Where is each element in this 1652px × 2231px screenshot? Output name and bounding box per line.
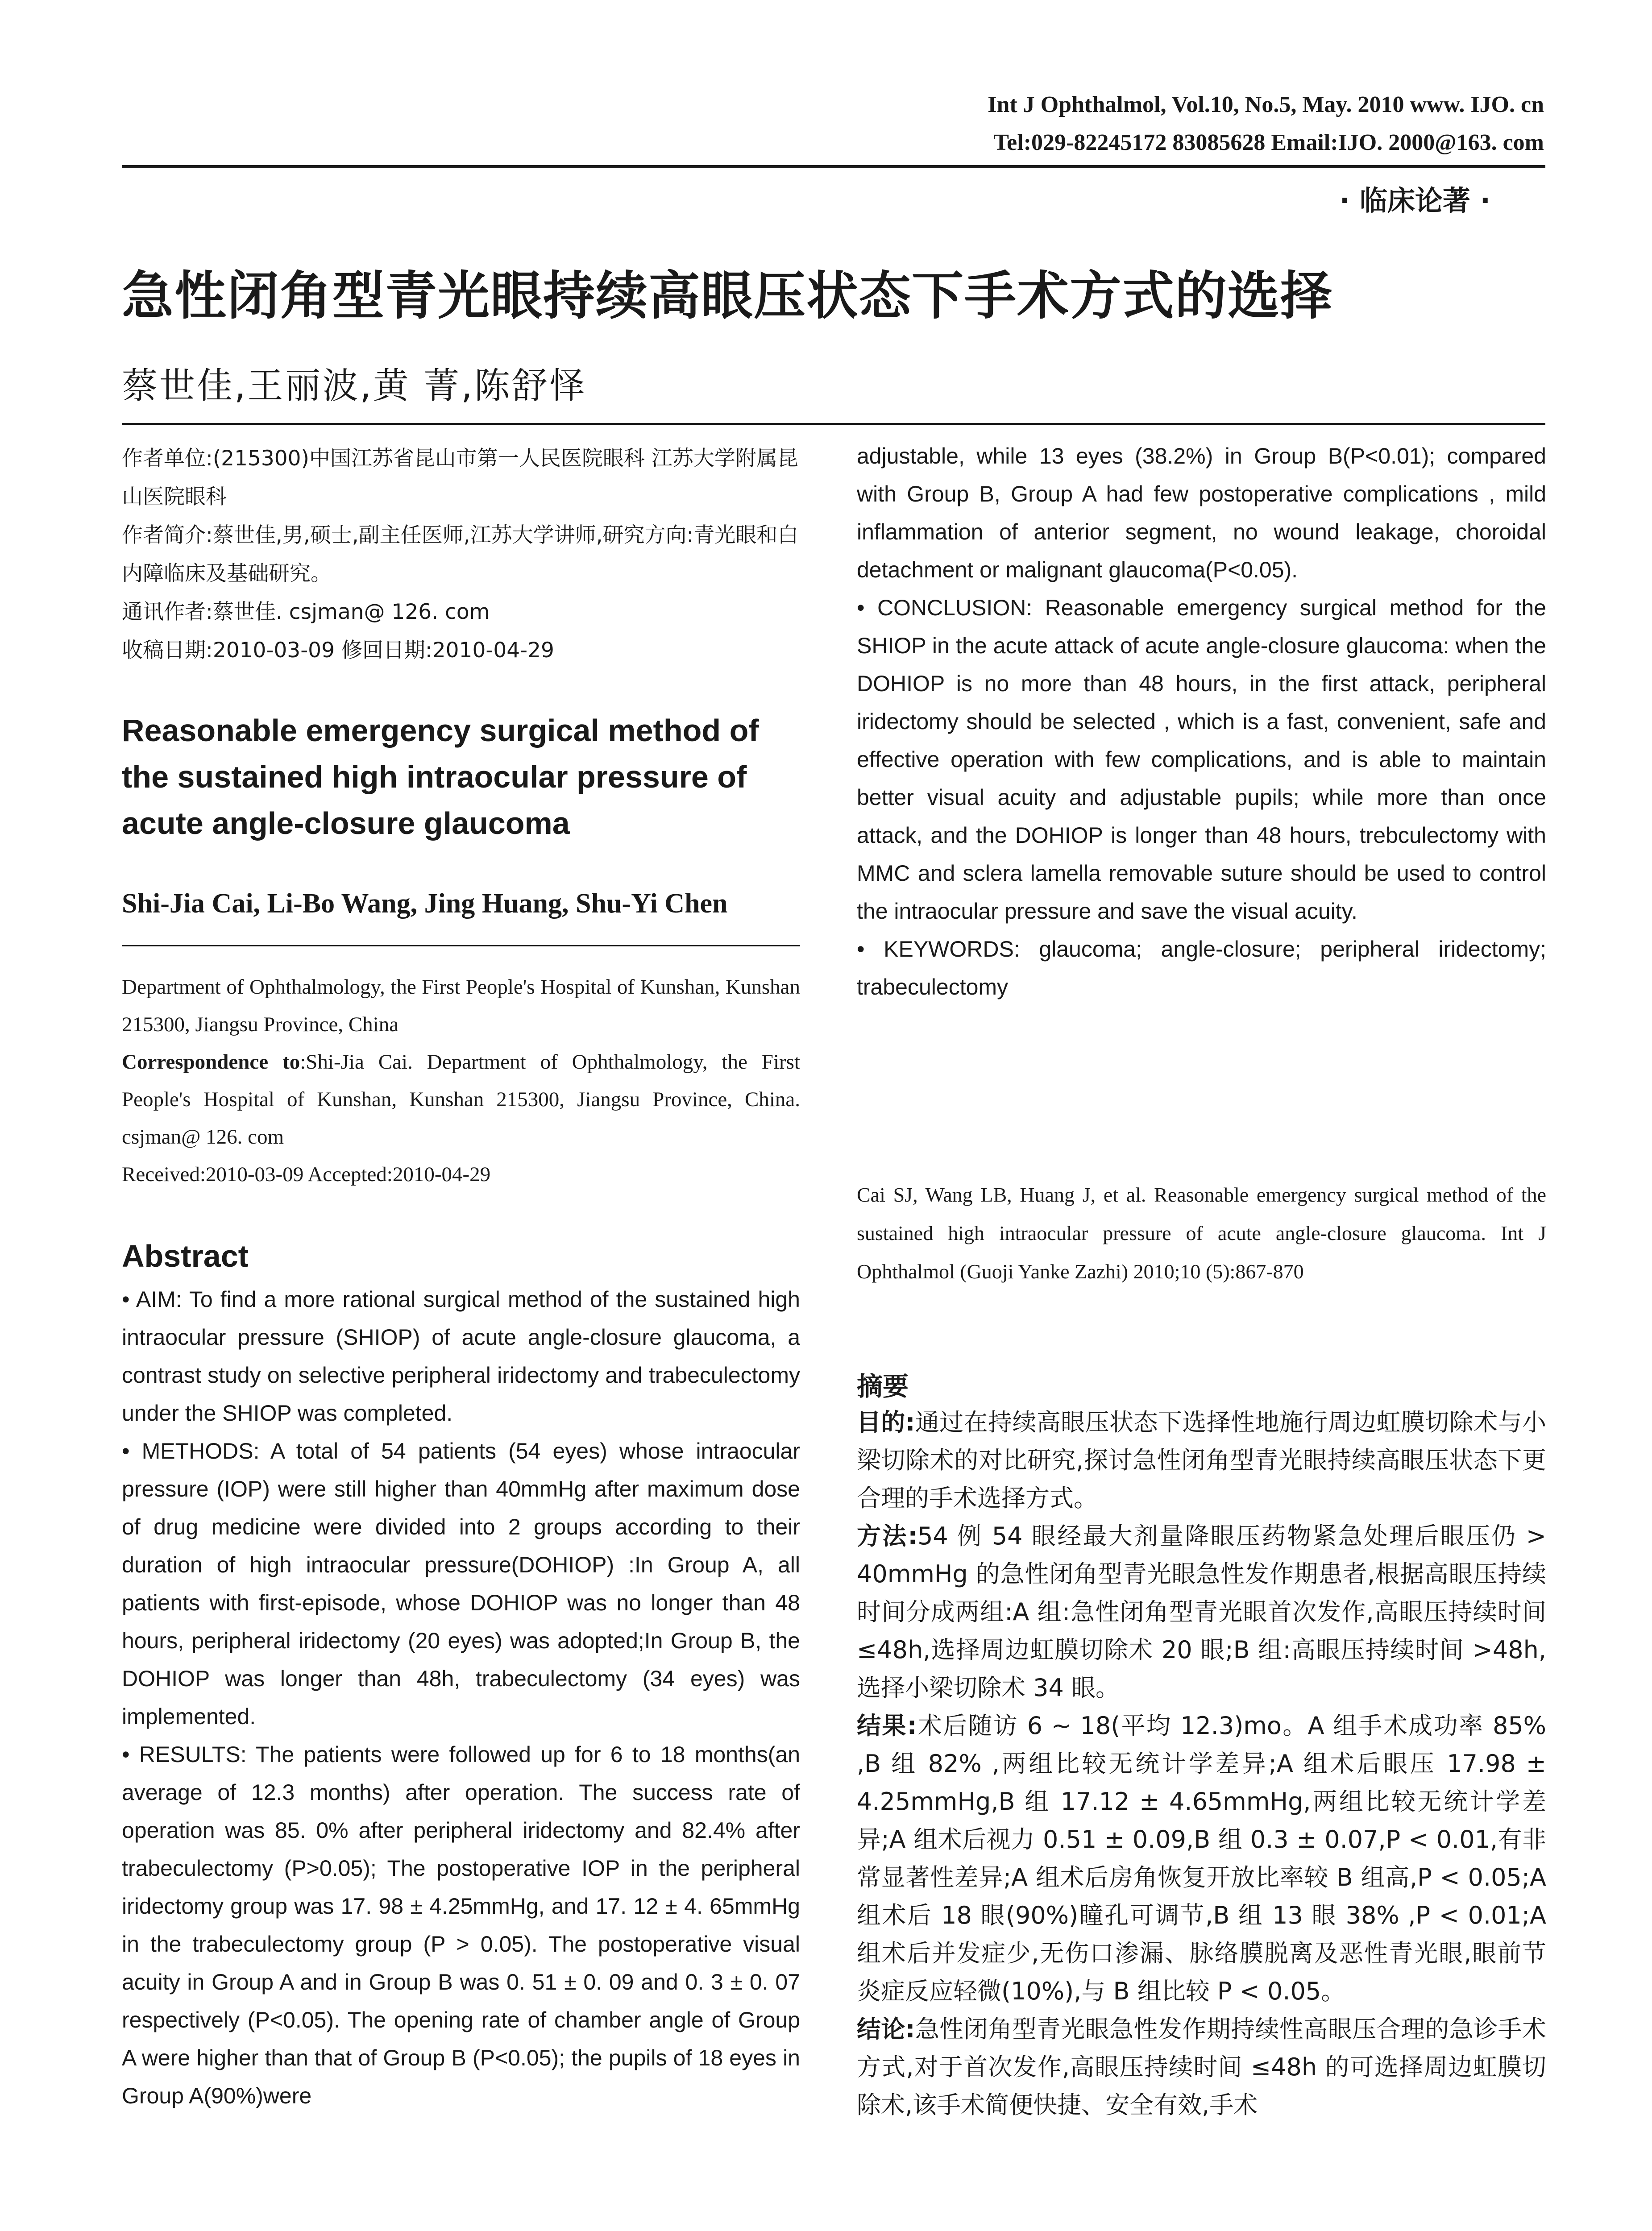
zhaiyao-results-text: 术后随访 6 ~ 18(平均 12.3)mo。A 组手术成功率 85% ,B 组 82% ,两组比较无统计学差异;A 组术后眼压 17.98 ± 4.25mmHg,B 组 17.12 ± 4.65mmHg,两组比较无统计学差异;A 组术后视力 0.51 ± 0.09,B 组 0.3 ± 0.07,P < 0.01,有非常显著性差异;A 组术后房角恢复开放比率较 B 组高,P < 0.05;A 组术后 18 眼(90%)瞳孔可调节,B 组 13 眼 38% ,P < 0.01;A 组术后并发症少,无伤口渗漏、脉络膜脱离及恶性青光眼,眼前节炎症反应轻微(10%),与 B 组比较 P < 0.05。 [857, 1712, 1546, 2005]
abstract-left-column [122, 1281, 800, 2115]
dates-en: Received:2010-03-09 Accepted:2010-04-29 [122, 1163, 491, 1186]
citation-text: Cai SJ, Wang LB, Huang J, et al. Reasonable emergency surgical method of the sustained high intraocular pressure of acute angle-closure glaucoma. Int J Ophthalmol (Guoji Yanke Zazhi) 2010;10 (5):867-870 [857, 1183, 1546, 1283]
abstract-heading: Abstract [122, 1239, 249, 1273]
abstract-methods: • METHODS: A total of 54 patients (54 eyes) whose intraocular pressure (IOP) were still higher than 40mmHg after maximum dose of drug medicine were divided into 2 groups according to their duration of high intraocular pressure(DOHIOP) :In Group A, all patients with first-episode, whose DOHIOP was no longer than 48 hours, peripheral iridectomy (20 eyes) was adopted;In Group B, the DOHIOP was longer than 48h, trabeculectomy (34 eyes) was implemented. [122, 1439, 800, 1729]
zhaiyao-methods-text: 54 例 54 眼经最大剂量降眼压药物紧急处理后眼压仍 > 40mmHg 的急性闭角型青光眼急性发作期患者,根据高眼压持续时间分成两组:A 组:急性闭角型青光眼首次发作,高眼压持续时间≤48h,选择周边虹膜切除术 20 眼;B 组:高眼压持续时间 >48h,选择小梁切除术 34 眼。 [857, 1522, 1546, 1702]
citation [857, 1176, 1546, 1291]
zhaiyao-aim-text: 通过在持续高眼压状态下选择性地施行周边虹膜切除术与小梁切除术的对比研究,探讨急性闭角型青光眼持续高眼压状态下更合理的手术选择方式。 [857, 1408, 1546, 1512]
zhaiyao-methods-label: 方法: [857, 1522, 918, 1550]
zhaiyao-aim [857, 1403, 1546, 1517]
zhaiyao-methods [857, 1517, 1546, 1707]
department-en: Department of Ophthalmology, the First People's Hospital of Kunshan, Kunshan 215300, Jiangsu Province, China [122, 975, 800, 1036]
zhaiyao-aim-label: 目的: [857, 1408, 915, 1436]
abstract-results-continued: adjustable, while 13 eyes (38.2%) in Group B(P<0.01); compared with Group B, Group A had few postoperative complications , mild inflammation of anterior segment, no wound leakage, choroidal detachment or malignant glaucoma(P<0.05). [857, 444, 1546, 582]
journal-header-line: Int J Ophthalmol, Vol.10, No.5, May. 2010 www. IJO. cn [988, 92, 1544, 117]
abstract-aim: • AIM: To find a more rational surgical method of the sustained high intraocular pressure (SHIOP) of acute angle-closure glaucoma, a contrast study on selective peripheral iridectomy and trabeculectomy under the SHIOP was completed. [122, 1287, 800, 1426]
author-bio-cn: 作者简介:蔡世佳,男,硕士,副主任医师,江苏大学讲师,研究方向:青光眼和白内障临床及基础研究。 [122, 523, 799, 586]
header-rule [122, 165, 1545, 168]
authors-en: Shi-Jia Cai, Li-Bo Wang, Jing Huang, Shu-Yi Chen [122, 888, 728, 919]
authors-cn: 蔡世佳,王丽波,黄 菁,陈舒怿 [122, 365, 587, 406]
abstract-conclusion: • CONCLUSION: Reasonable emergency surgical method for the SHIOP in the acute attack of acute angle-closure glaucoma: when the DOHIOP is no more than 48 hours, in the first attack, peripheral iridectomy should be selected , which is a fast, convenient, safe and effective operation with few complications, and is able to maintain better visual acuity and adjustable pupils; while more than once attack, and the DOHIOP is longer than 48 hours, trebculectomy with MMC and sclera lamella removable suture should be used to control the intraocular pressure and save the visual acuity. [857, 595, 1546, 924]
section-tag: · 临床论著 · [1339, 184, 1490, 217]
article-title-en: Reasonable emergency surgical method of the sustained high intraocular pressure of acute angle-closure glaucoma [122, 713, 759, 841]
zhaiyao-results [857, 1707, 1546, 2010]
article-title-cn: 急性闭角型青光眼持续高眼压状态下手术方式的选择 [122, 266, 1333, 326]
correspondence-label: Correspondence to [122, 1050, 300, 1074]
affiliation-en [122, 968, 800, 1193]
zhaiyao-heading: 摘要 [857, 1371, 909, 1402]
abstract-right-column [857, 437, 1546, 1006]
affiliation-cn [122, 440, 800, 670]
abstract-results: • RESULTS: The patients were followed up for 6 to 18 months(an average of 12.3 months) after operation. The success rate of operation was 85. 0% after peripheral iridectomy and 82.4% after trabeculectomy (P>0.05); The postoperative IOP in the peripheral iridectomy group was 17. 98 ± 4.25mmHg, and 17. 12 ± 4. 65mmHg in the trabeculectomy group (P > 0.05). The postoperative visual acuity in Group A and in Group B was 0. 51 ± 0. 09 and 0. 3 ± 0. 07 respectively (P<0.05). The opening rate of chamber angle of Group A were higher than that of Group B (P<0.05); the pupils of 18 eyes in Group A(90%)were [122, 1742, 800, 2108]
zhaiyao-conclusion [857, 2010, 1546, 2124]
zhaiyao-conclusion-label: 结论: [857, 2015, 915, 2043]
zhaiyao-conclusion-text: 急性闭角型青光眼急性发作期持续性高眼压合理的急诊手术方式,对于首次发作,高眼压持续时间 ≤48h 的可选择周边虹膜切除术,该手术简便快捷、安全有效,手术 [857, 2015, 1546, 2119]
zhaiyao-results-label: 结果: [857, 1712, 917, 1740]
affiliation-unit-cn: 作者单位:(215300)中国江苏省昆山市第一人民医院眼科 江苏大学附属昆山医院眼科 [122, 446, 798, 509]
correspondence-en [122, 1043, 800, 1156]
abstract-keywords: • KEYWORDS: glaucoma; angle-closure; peripheral iridectomy; trabeculectomy [857, 937, 1546, 999]
title-rule [122, 423, 1545, 425]
correspondence-cn: 通讯作者:蔡世佳. csjman@ 126. com [122, 600, 490, 624]
zhaiyao-body [857, 1403, 1546, 2124]
authors-rule [122, 945, 800, 946]
dates-cn: 收稿日期:2010-03-09 修回日期:2010-04-29 [122, 638, 554, 663]
journal-contact-line: Tel:029-82245172 83085628 Email:IJO. 2000@163. com [993, 130, 1544, 155]
correspondence-text: :Shi-Jia Cai. Department of Ophthalmology, the First People's Hospital of Kunshan, Kunshan 215300, Jiangsu Province, China. csjman@ 126. com [122, 1050, 801, 1149]
